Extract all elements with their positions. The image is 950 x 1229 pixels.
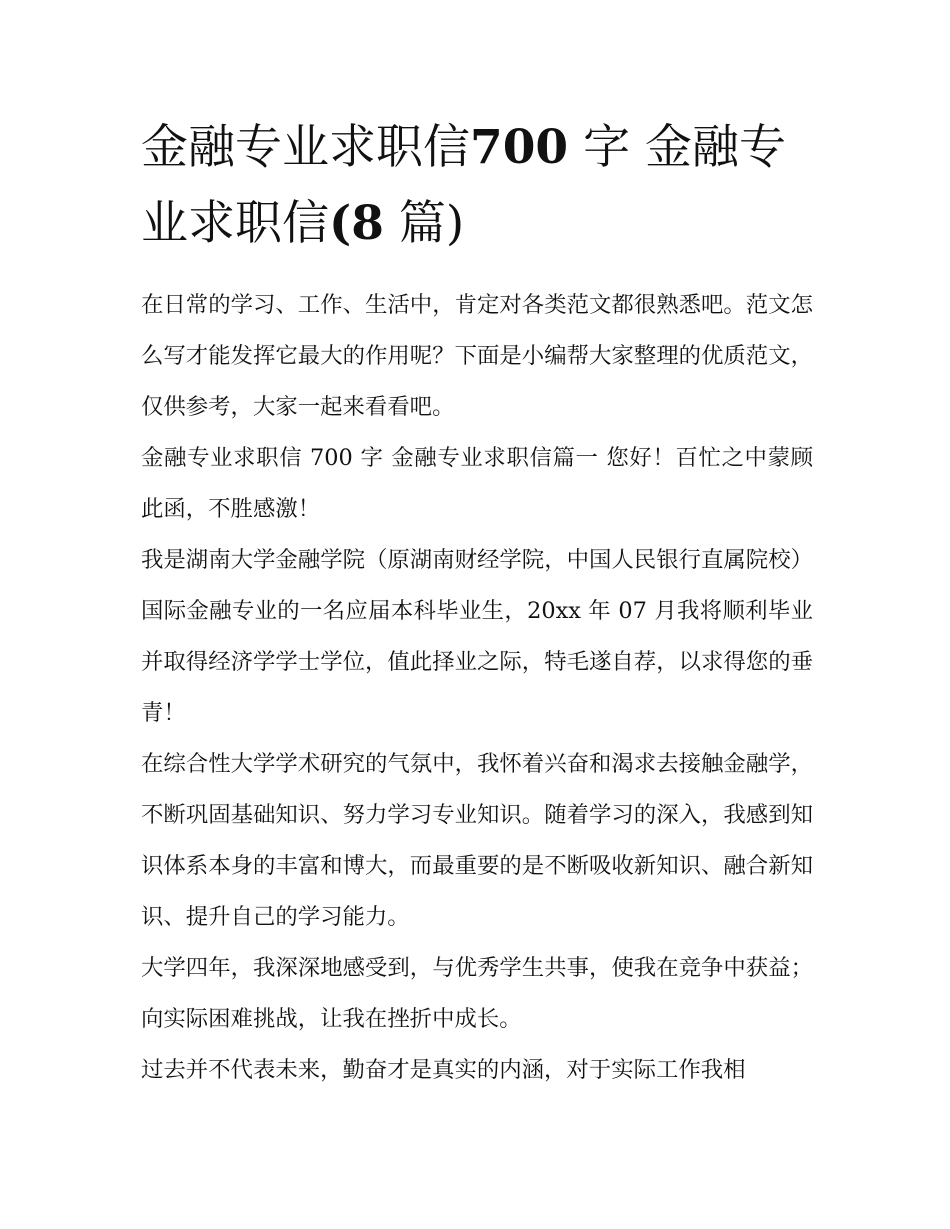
- paragraph-study: 在综合性大学学术研究的气氛中，我怀着兴奋和渴求去接触金融学，不断巩固基础知识、努力学习专业知识。随着学习的深入，我感到知识体系本身的丰富和博大，而最重要的是不断吸收新知识、融合新知识、提升自己的学习能力。: [141, 751, 813, 930]
- paragraph-intro: 在日常的学习、工作、生活中，肯定对各类范文都很熟悉吧。范文怎么写才能发挥它最大的作用呢？下面是小编帮大家整理的优质范文，仅供参考，大家一起来看看吧。: [141, 292, 813, 420]
- paragraph-greeting: 金融专业求职信 700 字 金融专业求职信篇一 您好！百忙之中蒙顾此函，不胜感激！: [141, 445, 813, 522]
- paragraph-university: 大学四年，我深深地感受到，与优秀学生共事，使我在竞争中获益；向实际困难挑战，让我在挫折中成长。: [141, 955, 813, 1032]
- title-part-3: 字 金融专业求职信: [141, 120, 787, 251]
- title-part-2: 700: [470, 120, 569, 175]
- title-part-4: (8: [329, 196, 384, 251]
- paragraph-self-intro: 我是湖南大学金融学院（原湖南财经学院，中国人民银行直属院校）国际金融专业的一名应届本科毕业生，20xx 年 07 月我将顺利毕业并取得经济学学士学位，值此择业之际，特毛遂自荐，以求得您的垂青！: [141, 547, 813, 726]
- paragraph-future: 过去并不代表未来，勤奋才是真实的内涵，对于实际工作我相: [141, 1057, 746, 1083]
- document-title: [141, 110, 813, 262]
- title-part-5: 篇): [398, 196, 465, 251]
- document-page: [141, 110, 813, 1096]
- title-part-1: 金融专业求职信: [141, 120, 470, 175]
